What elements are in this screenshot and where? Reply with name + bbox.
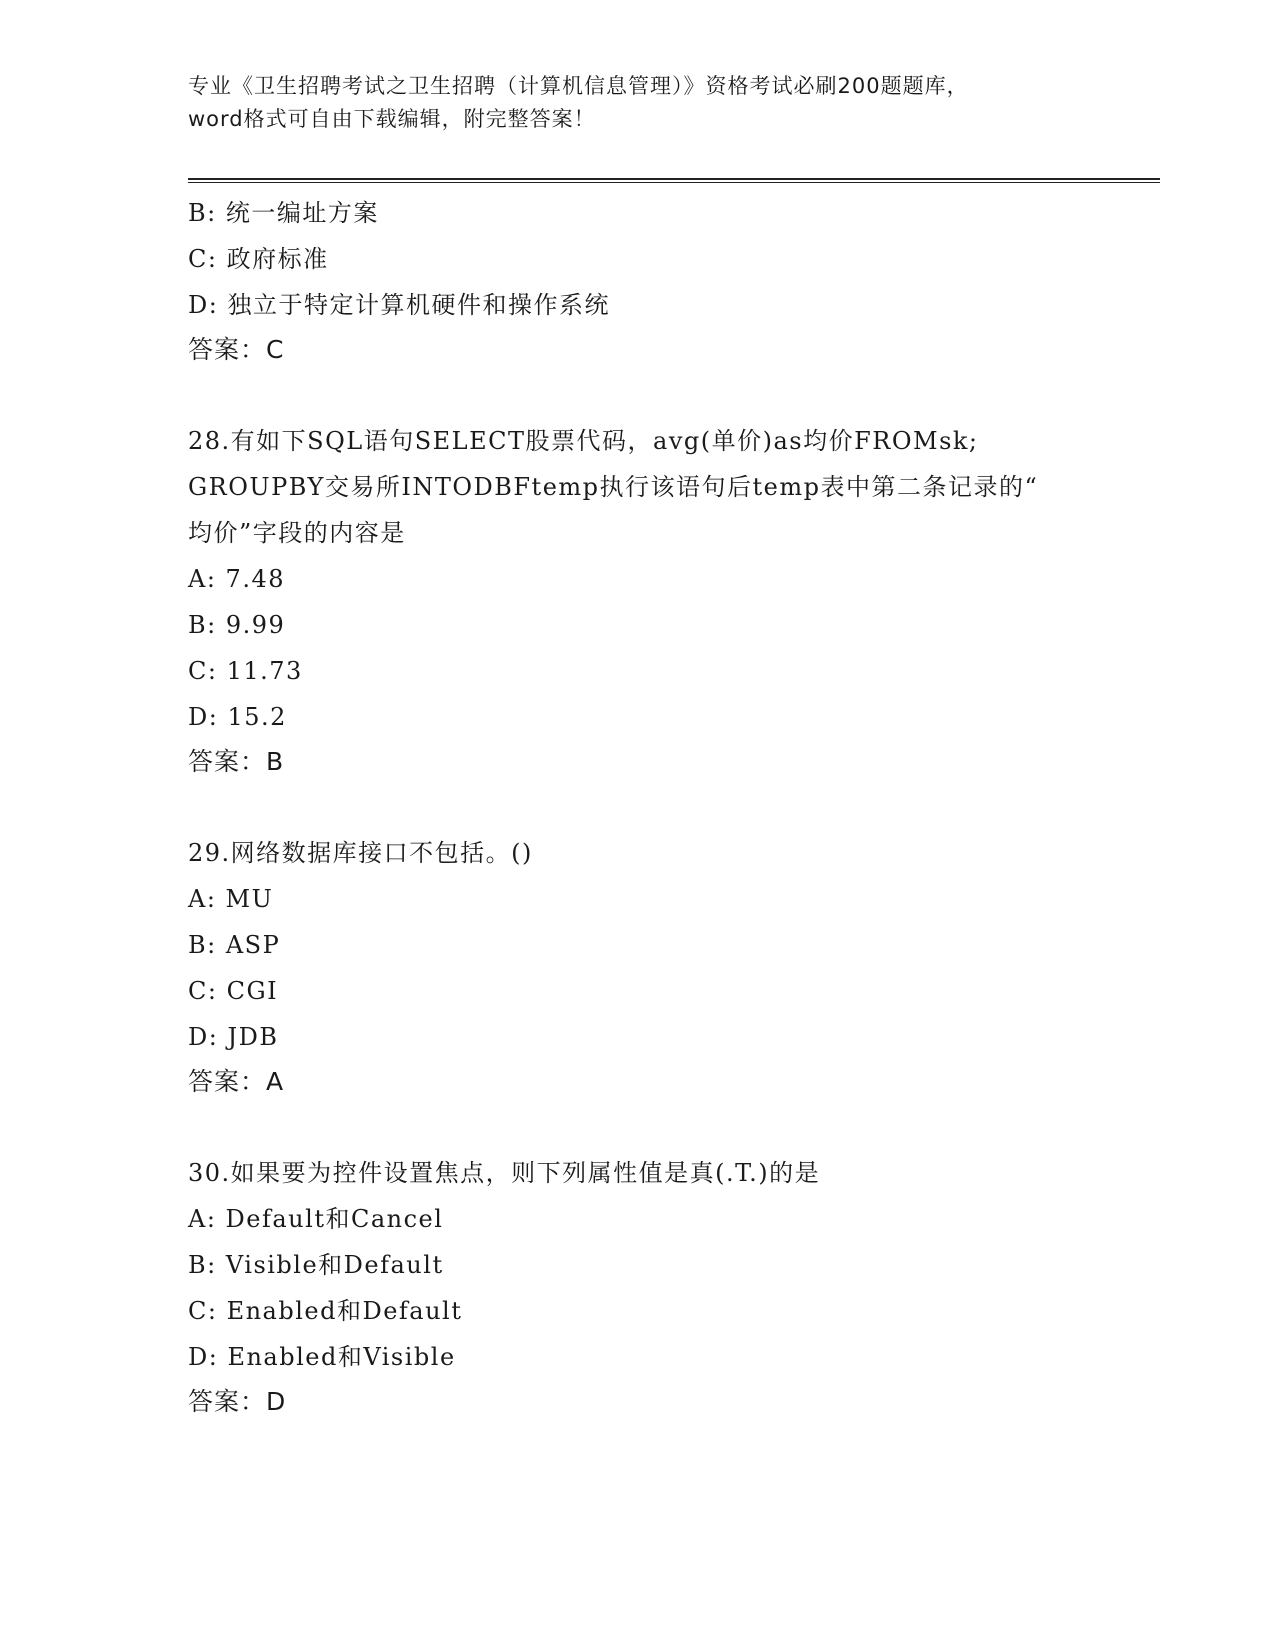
question-text-line: 均价”字段的内容是	[188, 519, 406, 547]
spacer	[188, 1104, 1148, 1150]
question-27-continuation	[188, 190, 1148, 372]
option-d: D: 15.2	[188, 703, 287, 731]
option-b: B: 9.99	[188, 611, 286, 639]
option-c: C: 11.73	[188, 657, 303, 685]
option-d: D: Enabled和Visible	[188, 1343, 456, 1371]
question-30	[188, 1150, 1148, 1424]
answer-line: 答案：C	[188, 335, 285, 364]
spacer	[188, 372, 1148, 418]
option-a: A: Default和Cancel	[188, 1205, 444, 1233]
option-b: B: 统一编址方案	[188, 199, 379, 227]
option-d: D: 独立于特定计算机硬件和操作系统	[188, 291, 610, 319]
header-title-line-2: word格式可自由下载编辑，附完整答案！	[188, 107, 596, 131]
question-text-line: GROUPBY交易所INTODBFtemp执行该语句后temp表中第二条记录的“	[188, 473, 1039, 501]
question-28	[188, 418, 1148, 784]
question-list	[188, 190, 1148, 1424]
header-divider	[188, 178, 1160, 183]
answer-line: 答案：B	[188, 747, 285, 776]
answer-line: 答案：D	[188, 1387, 287, 1416]
option-b: B: Visible和Default	[188, 1251, 444, 1279]
option-c: C: CGI	[188, 977, 279, 1005]
answer-line: 答案：A	[188, 1067, 285, 1096]
question-text-line: 30.如果要为控件设置焦点，则下列属性值是真(.T.)的是	[188, 1159, 821, 1187]
option-b: B: ASP	[188, 931, 281, 959]
option-c: C: Enabled和Default	[188, 1297, 463, 1325]
option-c: C: 政府标准	[188, 245, 329, 273]
option-a: A: MU	[188, 885, 274, 913]
option-a: A: 7.48	[188, 565, 285, 593]
question-text-line: 28.有如下SQL语句SELECT股票代码，avg(单价)as均价FROMsk;	[188, 427, 979, 455]
page-header	[188, 70, 1088, 136]
question-text-line: 29.网络数据库接口不包括。()	[188, 839, 533, 867]
spacer	[188, 784, 1148, 830]
header-title-line-1: 专业《卫生招聘考试之卫生招聘（计算机信息管理）》资格考试必刷200题题库，	[188, 74, 969, 98]
question-29	[188, 830, 1148, 1104]
option-d: D: JDB	[188, 1023, 279, 1051]
